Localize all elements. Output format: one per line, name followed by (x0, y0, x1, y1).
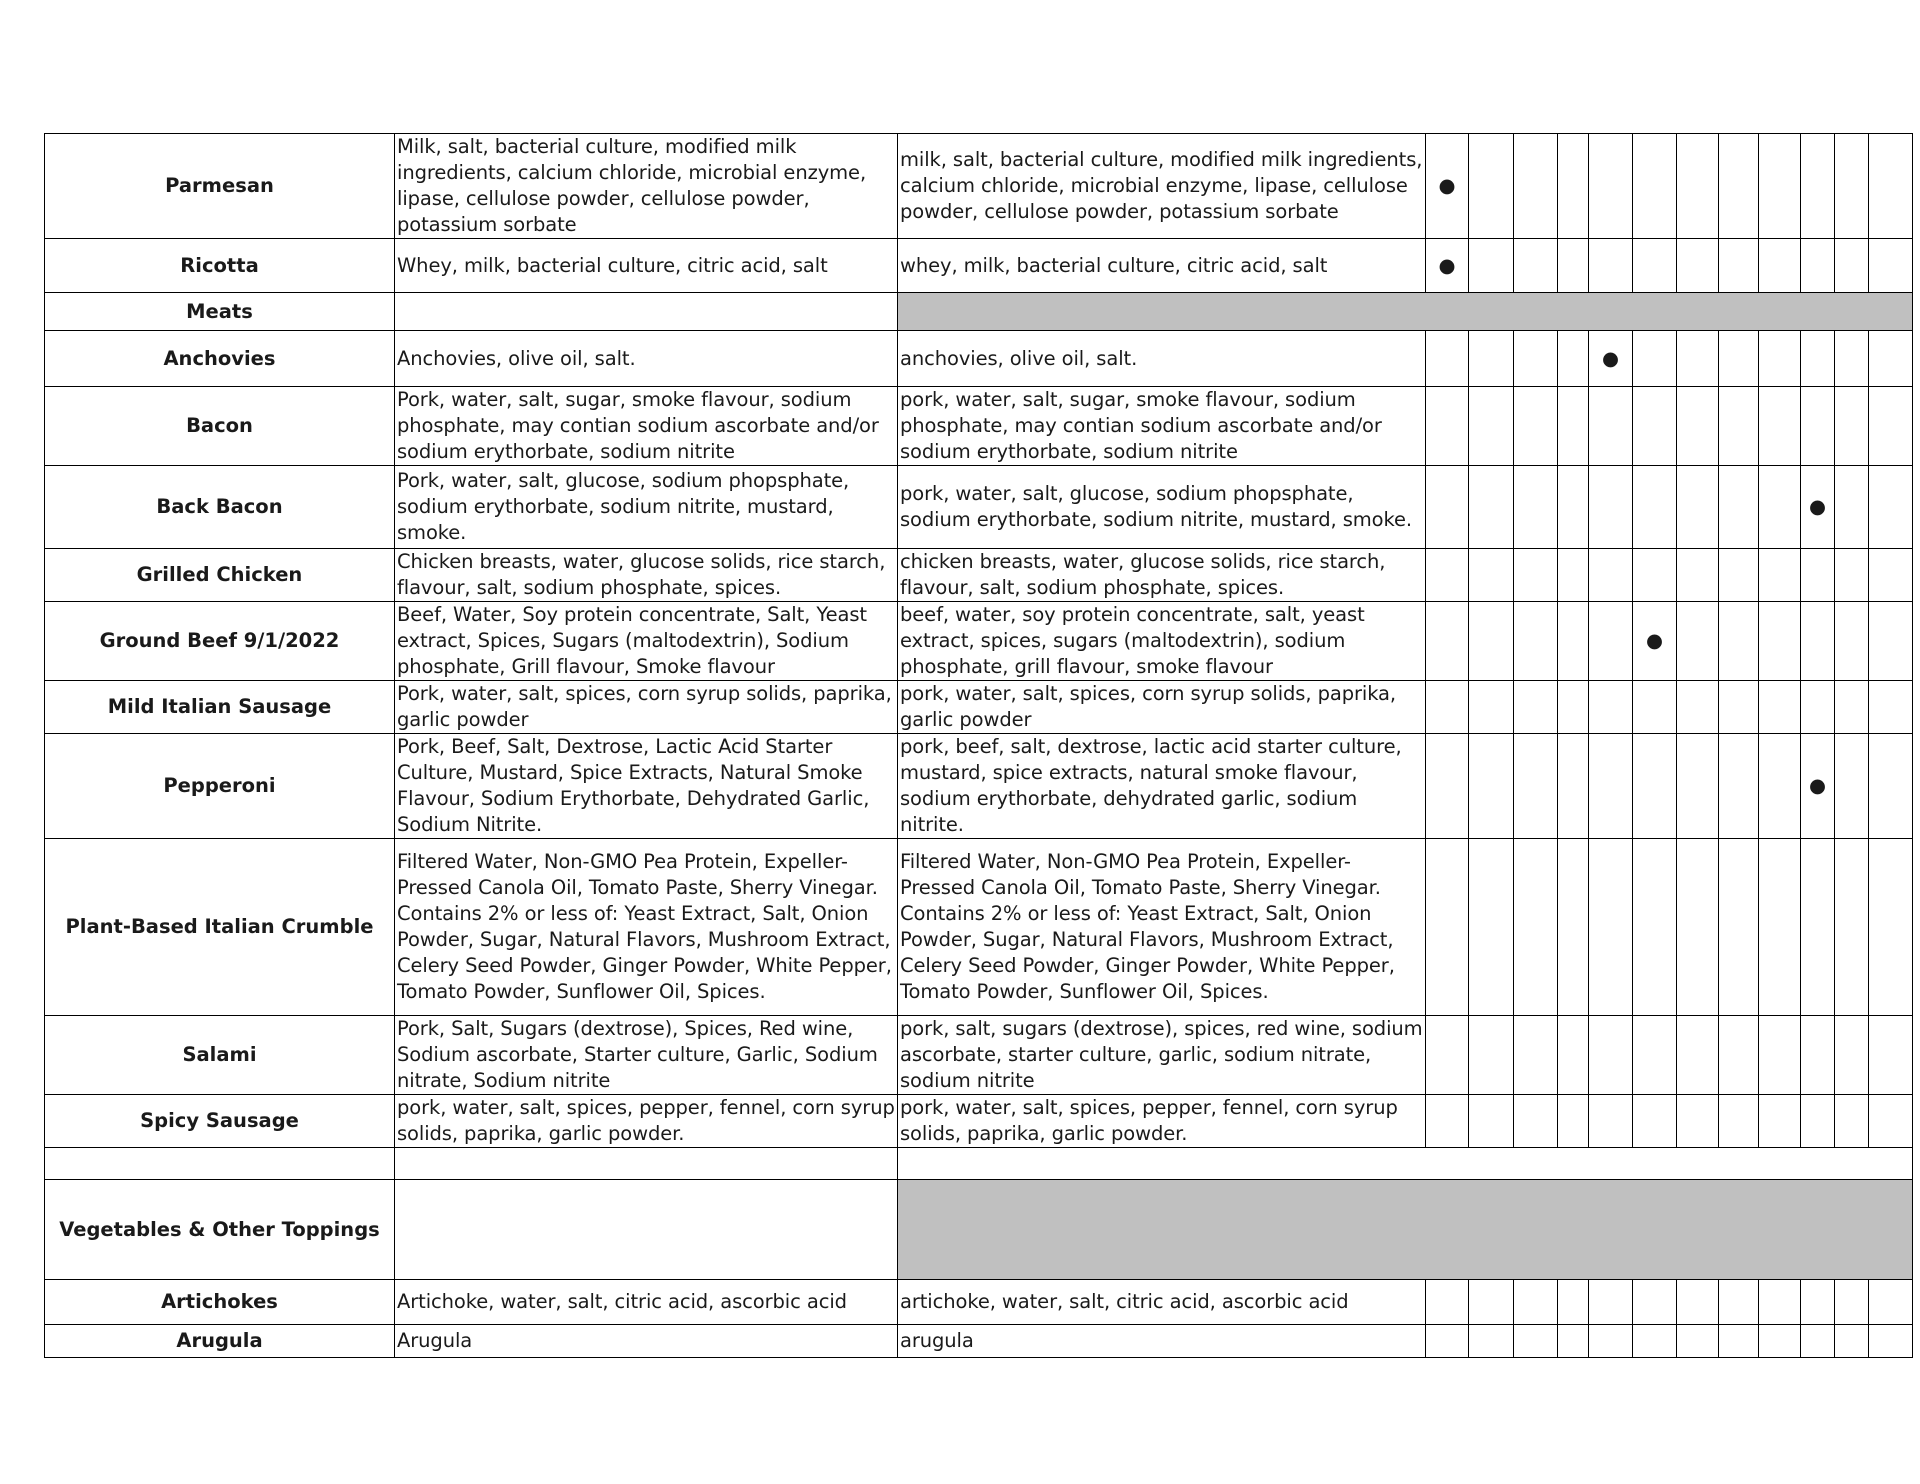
allergen-mark-cell (1869, 1325, 1913, 1358)
allergen-mark-cell (1469, 549, 1514, 602)
allergen-mark-cell (1835, 681, 1869, 734)
section-title: Vegetables & Other Toppings (45, 1180, 395, 1280)
allergen-mark-cell (1835, 1016, 1869, 1095)
allergen-mark-cell (1469, 1095, 1514, 1148)
allergen-mark-cell (1514, 1016, 1558, 1095)
section-fill-cell (898, 1180, 1913, 1280)
allergen-mark-cell (1589, 839, 1633, 1016)
allergen-mark-cell (1633, 387, 1677, 466)
allergen-mark-cell (1426, 1095, 1469, 1148)
allergen-mark-cell (1469, 681, 1514, 734)
allergen-mark-cell (1869, 134, 1913, 239)
allergen-mark-cell (1469, 602, 1514, 681)
allergen-mark-cell (1835, 239, 1869, 293)
allergen-mark-cell (1633, 1016, 1677, 1095)
allergen-mark-cell (1633, 331, 1677, 387)
item-name: Mild Italian Sausage (45, 681, 395, 734)
allergen-mark-cell (1558, 1280, 1589, 1325)
allergen-mark-cell: ● (1589, 331, 1633, 387)
allergen-mark-cell (1719, 734, 1759, 839)
allergen-mark-cell (1677, 466, 1719, 549)
ingredients-lower-cell: pork, salt, sugars (dextrose), spices, red wine, sodium ascorbate, starter culture, garlic, sodium nitrate, sodium nitrite (898, 1016, 1426, 1095)
allergen-mark-cell (1677, 602, 1719, 681)
allergen-mark-cell (1469, 387, 1514, 466)
allergen-mark-cell (1759, 239, 1801, 293)
ingredients-cell: Filtered Water, Non-GMO Pea Protein, Expeller-Pressed Canola Oil, Tomato Paste, Sherry Vinegar. Contains 2% or less of: Yeast Extract, Salt, Onion Powder, Sugar, Natural Flavors, Mushroom Extract, Celery Seed Powder, Ginger Powder, White Pepper, Tomato Powder, Sunflower Oil, Spices. (395, 839, 898, 1016)
allergen-mark-cell (1589, 239, 1633, 293)
table-row (45, 466, 1913, 549)
allergen-mark-cell (1677, 387, 1719, 466)
allergen-mark-cell (1633, 839, 1677, 1016)
item-name: Bacon (45, 387, 395, 466)
allergen-mark-cell (1589, 1095, 1633, 1148)
allergen-mark-cell (1869, 839, 1913, 1016)
allergen-mark-cell (1869, 239, 1913, 293)
allergen-mark-cell (1514, 134, 1558, 239)
allergen-mark-cell (1558, 1095, 1589, 1148)
table-row (45, 134, 1913, 239)
allergen-mark-cell (1589, 602, 1633, 681)
item-name: Grilled Chicken (45, 549, 395, 602)
ingredients-cell: Artichoke, water, salt, citric acid, ascorbic acid (395, 1280, 898, 1325)
item-name: Ground Beef 9/1/2022 (45, 602, 395, 681)
allergen-mark-cell (1426, 466, 1469, 549)
allergen-mark-cell (1869, 681, 1913, 734)
item-name: Anchovies (45, 331, 395, 387)
allergen-mark-cell (1677, 681, 1719, 734)
blank-cell (45, 1148, 395, 1180)
allergen-mark-cell (1835, 839, 1869, 1016)
allergen-mark-cell (1633, 1325, 1677, 1358)
ingredients-cell: Pork, water, salt, spices, corn syrup solids, paprika, garlic powder (395, 681, 898, 734)
item-name: Plant-Based Italian Crumble (45, 839, 395, 1016)
allergen-mark-cell (1426, 602, 1469, 681)
allergen-mark-cell (1835, 134, 1869, 239)
allergen-mark-cell (1514, 681, 1558, 734)
allergen-mark-cell (1835, 1325, 1869, 1358)
allergen-mark-cell (1514, 239, 1558, 293)
allergen-mark-cell: ● (1801, 734, 1835, 839)
ingredients-lower-cell: pork, water, salt, spices, pepper, fennel, corn syrup solids, paprika, garlic powder. (898, 1095, 1426, 1148)
allergen-mark-cell (1677, 734, 1719, 839)
ingredients-lower-cell: artichoke, water, salt, citric acid, ascorbic acid (898, 1280, 1426, 1325)
allergen-mark-cell (1719, 1325, 1759, 1358)
allergen-mark-cell: ● (1426, 134, 1469, 239)
allergen-mark-cell (1633, 681, 1677, 734)
section-header-row (45, 1180, 1913, 1280)
section-title: Meats (45, 293, 395, 331)
table-row (45, 331, 1913, 387)
table-row (45, 839, 1913, 1016)
allergen-mark-cell (1589, 734, 1633, 839)
allergen-mark-cell (1426, 681, 1469, 734)
allergen-mark-cell (1558, 1325, 1589, 1358)
ingredients-lower-cell: pork, water, salt, spices, corn syrup solids, paprika, garlic powder (898, 681, 1426, 734)
table-row (45, 1325, 1913, 1358)
allergen-mark-cell (1426, 549, 1469, 602)
ingredients-lower-cell: whey, milk, bacterial culture, citric acid, salt (898, 239, 1426, 293)
item-name: Arugula (45, 1325, 395, 1358)
allergen-mark-cell (1719, 239, 1759, 293)
allergen-mark-cell (1869, 734, 1913, 839)
allergen-mark-cell (1677, 1095, 1719, 1148)
allergen-mark-cell (1426, 387, 1469, 466)
section-blank-cell (395, 293, 898, 331)
allergen-mark-cell (1633, 734, 1677, 839)
allergen-mark-cell (1589, 681, 1633, 734)
allergen-mark-cell (1719, 549, 1759, 602)
allergen-mark-cell (1469, 839, 1514, 1016)
ingredients-cell: Chicken breasts, water, glucose solids, rice starch, flavour, salt, sodium phosphate, spices. (395, 549, 898, 602)
allergen-mark-cell (1759, 134, 1801, 239)
allergen-mark-cell (1759, 602, 1801, 681)
allergen-mark-cell (1469, 134, 1514, 239)
allergen-mark-cell (1719, 466, 1759, 549)
allergen-mark-cell (1558, 466, 1589, 549)
table-row (45, 387, 1913, 466)
allergen-mark-cell (1514, 602, 1558, 681)
allergen-mark-cell (1633, 134, 1677, 239)
allergen-mark-cell (1801, 331, 1835, 387)
allergen-mark-cell (1426, 1280, 1469, 1325)
allergen-mark-cell (1469, 1016, 1514, 1095)
ingredients-cell: Whey, milk, bacterial culture, citric acid, salt (395, 239, 898, 293)
allergen-mark-cell (1514, 1325, 1558, 1358)
ingredients-lower-cell: beef, water, soy protein concentrate, salt, yeast extract, spices, sugars (maltodextrin), sodium phosphate, grill flavour, smoke flavour (898, 602, 1426, 681)
allergen-mark-cell (1469, 734, 1514, 839)
allergen-mark-cell (1589, 1280, 1633, 1325)
allergen-mark-cell (1869, 387, 1913, 466)
allergen-mark-cell (1589, 1016, 1633, 1095)
item-name: Ricotta (45, 239, 395, 293)
section-blank-cell (395, 1180, 898, 1280)
ingredients-lower-cell: pork, beef, salt, dextrose, lactic acid starter culture, mustard, spice extracts, natural smoke flavour, sodium erythorbate, dehydrated garlic, sodium nitrite. (898, 734, 1426, 839)
ingredients-cell: pork, water, salt, spices, pepper, fennel, corn syrup solids, paprika, garlic powder. (395, 1095, 898, 1148)
ingredients-cell: Milk, salt, bacterial culture, modified milk ingredients, calcium chloride, microbial enzyme, lipase, cellulose powder, cellulose powder, potassium sorbate (395, 134, 898, 239)
allergen-mark-cell (1759, 1325, 1801, 1358)
allergen-mark-cell (1719, 1280, 1759, 1325)
table-row (45, 549, 1913, 602)
allergen-mark-cell (1469, 466, 1514, 549)
allergen-mark-cell (1426, 331, 1469, 387)
allergen-mark-cell (1514, 1095, 1558, 1148)
allergen-mark-cell (1835, 387, 1869, 466)
table-row (45, 734, 1913, 839)
allergen-mark-cell (1558, 239, 1589, 293)
allergen-mark-cell (1869, 466, 1913, 549)
allergen-mark-cell (1677, 1280, 1719, 1325)
allergen-mark-cell (1869, 602, 1913, 681)
allergen-mark-cell (1801, 1280, 1835, 1325)
ingredients-lower-cell: pork, water, salt, glucose, sodium phopsphate, sodium erythorbate, sodium nitrite, mustard, smoke. (898, 466, 1426, 549)
allergen-mark-cell (1514, 466, 1558, 549)
item-name: Back Bacon (45, 466, 395, 549)
ingredients-lower-cell: milk, salt, bacterial culture, modified milk ingredients, calcium chloride, microbial enzyme, lipase, cellulose powder, cellulose powder, potassium sorbate (898, 134, 1426, 239)
allergen-mark-cell (1426, 734, 1469, 839)
allergen-mark-cell (1589, 1325, 1633, 1358)
allergen-mark-cell (1677, 1325, 1719, 1358)
allergen-mark-cell (1869, 331, 1913, 387)
allergen-mark-cell (1759, 549, 1801, 602)
allergen-mark-cell (1677, 134, 1719, 239)
allergen-mark-cell (1633, 549, 1677, 602)
allergen-mark-cell (1801, 239, 1835, 293)
ingredients-lower-cell: Filtered Water, Non-GMO Pea Protein, Expeller-Pressed Canola Oil, Tomato Paste, Sherry Vinegar. Contains 2% or less of: Yeast Extract, Salt, Onion Powder, Sugar, Natural Flavors, Mushroom Extract, Celery Seed Powder, Ginger Powder, White Pepper, Tomato Powder, Sunflower Oil, Spices. (898, 839, 1426, 1016)
allergen-mark-cell (1835, 466, 1869, 549)
allergen-mark-cell (1719, 1016, 1759, 1095)
table-row (45, 681, 1913, 734)
allergen-mark-cell (1801, 681, 1835, 734)
allergen-mark-cell (1869, 1095, 1913, 1148)
allergen-mark-cell (1469, 1280, 1514, 1325)
blank-cell (395, 1148, 898, 1180)
item-name: Pepperoni (45, 734, 395, 839)
ingredients-lower-cell: anchovies, olive oil, salt. (898, 331, 1426, 387)
allergen-mark-cell (1589, 466, 1633, 549)
allergen-mark-cell (1426, 839, 1469, 1016)
allergen-mark-cell (1677, 239, 1719, 293)
allergen-mark-cell (1677, 1016, 1719, 1095)
allergen-mark-cell (1759, 387, 1801, 466)
allergen-mark-cell (1759, 734, 1801, 839)
section-fill-cell (898, 293, 1913, 331)
allergen-mark-cell (1869, 1280, 1913, 1325)
allergen-mark-cell (1589, 549, 1633, 602)
item-name: Artichokes (45, 1280, 395, 1325)
allergen-mark-cell (1869, 1016, 1913, 1095)
allergen-mark-cell (1558, 134, 1589, 239)
allergen-mark-cell: ● (1633, 602, 1677, 681)
allergen-mark-cell (1514, 549, 1558, 602)
ingredients-lower-cell: arugula (898, 1325, 1426, 1358)
allergen-mark-cell (1558, 734, 1589, 839)
allergen-mark-cell (1759, 466, 1801, 549)
allergen-mark-cell (1835, 1095, 1869, 1148)
allergen-mark-cell (1719, 331, 1759, 387)
allergen-mark-cell (1558, 387, 1589, 466)
allergen-mark-cell (1835, 1280, 1869, 1325)
ingredients-cell: Pork, water, salt, glucose, sodium phopsphate, sodium erythorbate, sodium nitrite, mustard, smoke. (395, 466, 898, 549)
allergen-mark-cell (1801, 1095, 1835, 1148)
allergen-mark-cell (1759, 839, 1801, 1016)
allergen-mark-cell (1759, 681, 1801, 734)
allergen-mark-cell (1677, 331, 1719, 387)
ingredients-cell: Arugula (395, 1325, 898, 1358)
allergen-mark-cell (1719, 387, 1759, 466)
ingredients-cell: Pork, Beef, Salt, Dextrose, Lactic Acid Starter Culture, Mustard, Spice Extracts, Natural Smoke Flavour, Sodium Erythorbate, Dehydrated Garlic, Sodium Nitrite. (395, 734, 898, 839)
allergen-mark-cell (1759, 1280, 1801, 1325)
allergen-mark-cell (1633, 1280, 1677, 1325)
allergen-mark-cell (1469, 1325, 1514, 1358)
allergen-mark-cell (1759, 1016, 1801, 1095)
allergen-mark-cell (1835, 602, 1869, 681)
allergen-mark-cell (1719, 134, 1759, 239)
allergen-mark-cell (1426, 1325, 1469, 1358)
allergen-mark-cell (1558, 602, 1589, 681)
table-row (45, 239, 1913, 293)
allergen-mark-cell: ● (1426, 239, 1469, 293)
allergen-mark-cell (1426, 1016, 1469, 1095)
allergen-mark-cell (1801, 1325, 1835, 1358)
ingredients-lower-cell: pork, water, salt, sugar, smoke flavour, sodium phosphate, may contian sodium ascorbate and/or sodium erythorbate, sodium nitrite (898, 387, 1426, 466)
allergen-mark-cell (1558, 549, 1589, 602)
allergen-mark-cell (1589, 134, 1633, 239)
allergen-mark-cell (1633, 466, 1677, 549)
allergen-mark-cell (1801, 602, 1835, 681)
allergen-mark-cell (1677, 839, 1719, 1016)
item-name: Parmesan (45, 134, 395, 239)
allergen-mark-cell (1633, 1095, 1677, 1148)
ingredients-cell: Beef, Water, Soy protein concentrate, Salt, Yeast extract, Spices, Sugars (maltodextrin), Sodium phosphate, Grill flavour, Smoke flavour (395, 602, 898, 681)
blank-cell (898, 1148, 1913, 1180)
allergen-mark-cell (1801, 387, 1835, 466)
ingredients-cell: Pork, water, salt, sugar, smoke flavour, sodium phosphate, may contian sodium ascorbate and/or sodium erythorbate, sodium nitrite (395, 387, 898, 466)
ingredients-cell: Anchovies, olive oil, salt. (395, 331, 898, 387)
allergen-mark-cell (1469, 331, 1514, 387)
allergen-mark-cell (1558, 1016, 1589, 1095)
allergen-mark-cell (1558, 681, 1589, 734)
item-name: Spicy Sausage (45, 1095, 395, 1148)
allergen-mark-cell (1835, 549, 1869, 602)
table-row (45, 1280, 1913, 1325)
allergen-mark-cell (1835, 734, 1869, 839)
table-row (45, 1016, 1913, 1095)
allergen-mark-cell (1558, 331, 1589, 387)
allergen-mark-cell (1514, 839, 1558, 1016)
ingredients-lower-cell: chicken breasts, water, glucose solids, rice starch, flavour, salt, sodium phosphate, spices. (898, 549, 1426, 602)
allergen-mark-cell (1719, 839, 1759, 1016)
ingredients-cell: Pork, Salt, Sugars (dextrose), Spices, Red wine, Sodium ascorbate, Starter culture, Garlic, Sodium nitrate, Sodium nitrite (395, 1016, 898, 1095)
table-row (45, 602, 1913, 681)
allergen-mark-cell: ● (1801, 466, 1835, 549)
allergen-mark-cell (1514, 331, 1558, 387)
allergen-table (44, 133, 1913, 1358)
allergen-mark-cell (1558, 839, 1589, 1016)
allergen-mark-cell (1801, 134, 1835, 239)
blank-row (45, 1148, 1913, 1180)
allergen-mark-cell (1759, 1095, 1801, 1148)
allergen-mark-cell (1633, 239, 1677, 293)
allergen-mark-cell (1514, 734, 1558, 839)
allergen-mark-cell (1801, 839, 1835, 1016)
allergen-mark-cell (1869, 549, 1913, 602)
allergen-mark-cell (1719, 1095, 1759, 1148)
allergen-mark-cell (1514, 387, 1558, 466)
item-name: Salami (45, 1016, 395, 1095)
allergen-mark-cell (1589, 387, 1633, 466)
section-header-row (45, 293, 1913, 331)
allergen-mark-cell (1759, 331, 1801, 387)
allergen-mark-cell (1719, 602, 1759, 681)
allergen-mark-cell (1801, 549, 1835, 602)
allergen-mark-cell (1514, 1280, 1558, 1325)
allergen-mark-cell (1801, 1016, 1835, 1095)
allergen-mark-cell (1469, 239, 1514, 293)
allergen-mark-cell (1677, 549, 1719, 602)
table-row (45, 1095, 1913, 1148)
allergen-mark-cell (1835, 331, 1869, 387)
allergen-mark-cell (1719, 681, 1759, 734)
